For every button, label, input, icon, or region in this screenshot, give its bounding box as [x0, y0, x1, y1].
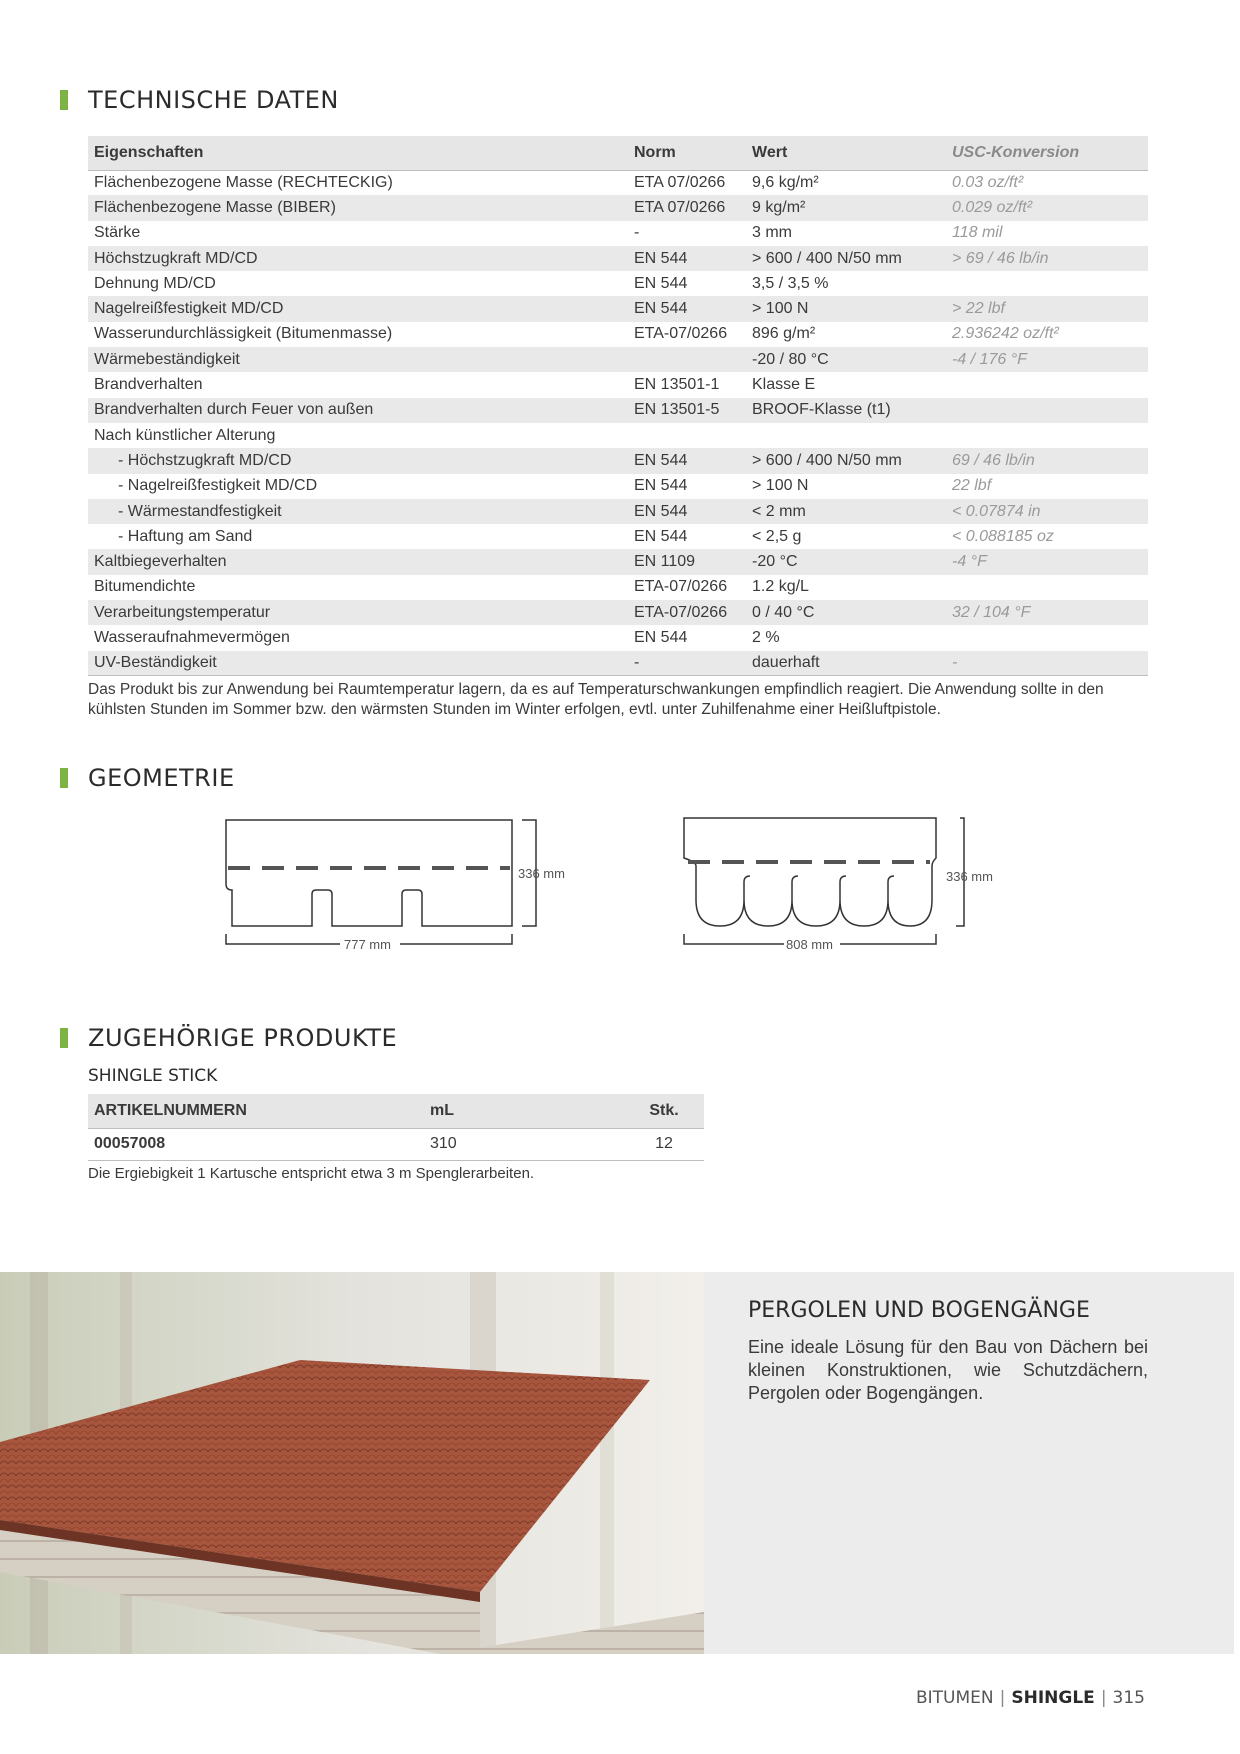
- table-row: [88, 499, 1148, 524]
- table-row: [88, 625, 1148, 650]
- technical-data-body: [88, 170, 1148, 676]
- cell-value: 896 g/m²: [752, 325, 816, 343]
- table-row: [88, 600, 1148, 625]
- cell-norm: EN 544: [628, 296, 746, 321]
- cell-usc: > 69 / 46 lb/in: [946, 246, 1148, 271]
- cell-value: > 600 / 400 N/50 mm: [746, 448, 946, 473]
- cell-usc: 2.936242 oz/ft²: [952, 325, 1059, 343]
- storage-note: Das Produkt bis zur Anwendung bei Raumtemperatur lagern, da es auf Temperaturschwankungen empfindlich reagiert. Die Anwendung sollte in den kühlsten Stunden im Sommer bzw. den wärmsten Stunden im Winter erfolgen, evtl. unter Zuhilfenahme einer Heißluftpistole.: [88, 681, 1104, 718]
- table-row: [88, 296, 1148, 321]
- accent-bar: [60, 90, 68, 110]
- cell-norm: ETA-07/0266: [628, 600, 746, 625]
- cell-norm: ETA 07/0266: [628, 195, 746, 220]
- cell-norm: -: [628, 651, 746, 676]
- table-row: [88, 549, 1148, 574]
- cell-value: 1.2 kg/L: [752, 578, 809, 596]
- article-number: 00057008: [88, 1128, 424, 1160]
- cell-value: 3,5 / 3,5 %: [752, 274, 829, 292]
- cell-usc: < 0.088185 oz: [952, 527, 1054, 545]
- table-row: [88, 246, 1148, 271]
- cell-property: Bitumendichte: [94, 578, 196, 596]
- section-title: GEOMETRIE: [88, 764, 235, 792]
- biber-shingle-diagram: [680, 810, 1020, 960]
- section-heading-tech: [60, 86, 339, 114]
- biber-slits: [744, 876, 894, 900]
- section-title: TECHNISCHE DATEN: [88, 86, 339, 114]
- cell-value: Klasse E: [752, 376, 816, 394]
- cell-property: - Wärmestandfestigkeit: [88, 499, 628, 524]
- cell-property: Flächenbezogene Masse (RECHTECKIG): [94, 173, 393, 191]
- table-row: [88, 474, 1148, 499]
- rect-shingle-outline: [226, 820, 512, 926]
- table-header-row: [88, 136, 1148, 170]
- cell-usc: [946, 398, 1148, 423]
- cell-usc: 0.029 oz/ft²: [946, 195, 1148, 220]
- column-header-ml: mL: [424, 1094, 624, 1128]
- cell-norm: [628, 423, 746, 448]
- table-row: [88, 423, 1148, 448]
- cell-norm: EN 544: [628, 246, 746, 271]
- rect-shingle-diagram: [220, 810, 600, 960]
- column-header-value: Wert: [746, 136, 946, 170]
- feature-text: Eine ideale Lösung für den Bau von Dächern bei kleinen Konstruktionen, wie Schutzdächern, Pergolen oder Bogengängen.: [748, 1337, 1148, 1403]
- page-footer: BITUMEN | SHINGLE | 315: [916, 1688, 1145, 1708]
- table-row: [88, 271, 1148, 296]
- table-row: [88, 195, 1148, 220]
- cell-usc: 69 / 46 lb/in: [946, 448, 1148, 473]
- cell-property: Wasserundurchlässigkeit (Bitumenmasse): [94, 325, 393, 343]
- cell-value: 2 %: [752, 628, 780, 646]
- cell-property: Wasseraufnahmevermögen: [94, 628, 290, 646]
- section-title: ZUGEHÖRIGE PRODUKTE: [88, 1024, 398, 1052]
- cell-property: - Haftung am Sand: [118, 527, 253, 545]
- cell-property: Nach künstlicher Alterung: [94, 426, 276, 444]
- section-heading-geometry: [60, 764, 235, 792]
- cell-norm: EN 1109: [628, 549, 746, 574]
- cell-norm: ETA-07/0266: [634, 578, 728, 596]
- cell-norm: EN 13501-1: [634, 376, 720, 394]
- footer-category: BITUMEN: [916, 1688, 994, 1708]
- cell-property: Wärmebeständigkeit: [88, 347, 628, 372]
- column-header-usc: USC-Konversion: [946, 136, 1148, 170]
- cell-value: [746, 423, 946, 448]
- biber-width-label: 808 mm: [786, 937, 833, 952]
- table-row: [88, 347, 1148, 372]
- cell-usc: 118 mil: [952, 224, 1003, 242]
- feature-panel: [704, 1272, 1234, 1654]
- cell-usc: [946, 575, 1148, 600]
- section-heading-related: [60, 1024, 397, 1052]
- cell-value: > 100 N: [746, 296, 946, 321]
- cell-value: BROOF-Klasse (t1): [746, 398, 946, 423]
- cell-value: > 600 / 400 N/50 mm: [746, 246, 946, 271]
- rect-width-label: 777 mm: [344, 937, 391, 952]
- cell-usc: -4 / 176 °F: [946, 347, 1148, 372]
- ml-value: 310: [424, 1128, 624, 1160]
- product-title: SHINGLE STICK: [88, 1066, 218, 1086]
- accent-bar: [60, 1028, 68, 1048]
- cell-norm: EN 544: [628, 448, 746, 473]
- cell-norm: EN 13501-5: [628, 398, 746, 423]
- page-number: 315: [1112, 1688, 1145, 1708]
- table-row: [88, 575, 1148, 600]
- cell-property: Höchstzugkraft MD/CD: [88, 246, 628, 271]
- related-products-table: [88, 1094, 704, 1161]
- cell-norm: -: [634, 224, 640, 242]
- cell-usc: -: [946, 651, 1148, 676]
- cell-property: - Höchstzugkraft MD/CD: [88, 448, 628, 473]
- cell-norm: EN 544: [634, 527, 688, 545]
- cell-value: 3 mm: [752, 224, 792, 242]
- cell-usc: [946, 423, 1148, 448]
- cell-property: UV-Beständigkeit: [88, 651, 628, 676]
- cell-value: dauerhaft: [746, 651, 946, 676]
- column-header-stk: Stk.: [624, 1094, 704, 1128]
- cell-usc: [946, 271, 1148, 296]
- cell-usc: 0.03 oz/ft²: [952, 173, 1024, 191]
- cell-property: Kaltbiegeverhalten: [88, 549, 628, 574]
- cell-property: - Nagelreißfestigkeit MD/CD: [118, 477, 318, 495]
- table-row: [88, 1128, 704, 1160]
- roof-photo: [0, 1272, 704, 1654]
- table-row: [88, 372, 1148, 397]
- cell-usc: [946, 372, 1148, 397]
- table-row: [88, 524, 1148, 549]
- cell-value: -20 / 80 °C: [746, 347, 946, 372]
- cell-property: Flächenbezogene Masse (BIBER): [88, 195, 628, 220]
- cell-value: < 2 mm: [746, 499, 946, 524]
- cell-usc: 22 lbf: [952, 477, 992, 495]
- cell-value: 9,6 kg/m²: [752, 173, 819, 191]
- column-header-property: Eigenschaften: [88, 136, 628, 170]
- feature-title: PERGOLEN UND BOGENGÄNGE: [748, 1298, 1090, 1323]
- table-row: [88, 651, 1148, 676]
- rect-height-label: 336 mm: [518, 866, 565, 881]
- cell-value: 9 kg/m²: [746, 195, 946, 220]
- cell-usc: 32 / 104 °F: [946, 600, 1148, 625]
- cell-property: Brandverhalten: [94, 376, 203, 394]
- cell-value: -20 °C: [746, 549, 946, 574]
- table-row: [88, 398, 1148, 423]
- yield-note: Die Ergiebigkeit 1 Kartusche entspricht etwa 3 m Spenglerarbeiten.: [88, 1165, 535, 1182]
- cell-property: Verarbeitungstemperatur: [88, 600, 628, 625]
- table-row: [88, 170, 1148, 195]
- column-header-norm: Norm: [628, 136, 746, 170]
- table-header-row: [88, 1094, 704, 1128]
- footer-product: SHINGLE: [1011, 1688, 1095, 1708]
- cell-norm: EN 544: [628, 499, 746, 524]
- cell-property: Stärke: [94, 224, 141, 242]
- cell-usc: < 0.07874 in: [946, 499, 1148, 524]
- column-header-article: ARTIKELNUMMERN: [88, 1094, 424, 1128]
- table-row: [88, 448, 1148, 473]
- table-row: [88, 221, 1148, 246]
- technical-data-table: [88, 136, 1148, 676]
- accent-bar: [60, 768, 68, 788]
- cell-property: Nagelreißfestigkeit MD/CD: [88, 296, 628, 321]
- cell-usc: [946, 625, 1148, 650]
- cell-property: Brandverhalten durch Feuer von außen: [88, 398, 628, 423]
- biber-shingle-outline: [684, 818, 936, 926]
- stk-value: 12: [624, 1128, 704, 1160]
- cell-norm: [628, 347, 746, 372]
- cell-norm: EN 544: [634, 477, 688, 495]
- cell-value: < 2,5 g: [752, 527, 802, 545]
- cell-value: 0 / 40 °C: [746, 600, 946, 625]
- cell-norm: ETA 07/0266: [634, 173, 726, 191]
- cell-norm: ETA-07/0266: [634, 325, 728, 343]
- table-row: [88, 322, 1148, 347]
- cell-norm: EN 544: [634, 628, 688, 646]
- biber-height-label: 336 mm: [946, 869, 993, 884]
- cell-norm: EN 544: [634, 274, 688, 292]
- cell-usc: -4 °F: [946, 549, 1148, 574]
- cell-usc: > 22 lbf: [946, 296, 1148, 321]
- cell-value: > 100 N: [752, 477, 809, 495]
- cell-property: Dehnung MD/CD: [94, 274, 216, 292]
